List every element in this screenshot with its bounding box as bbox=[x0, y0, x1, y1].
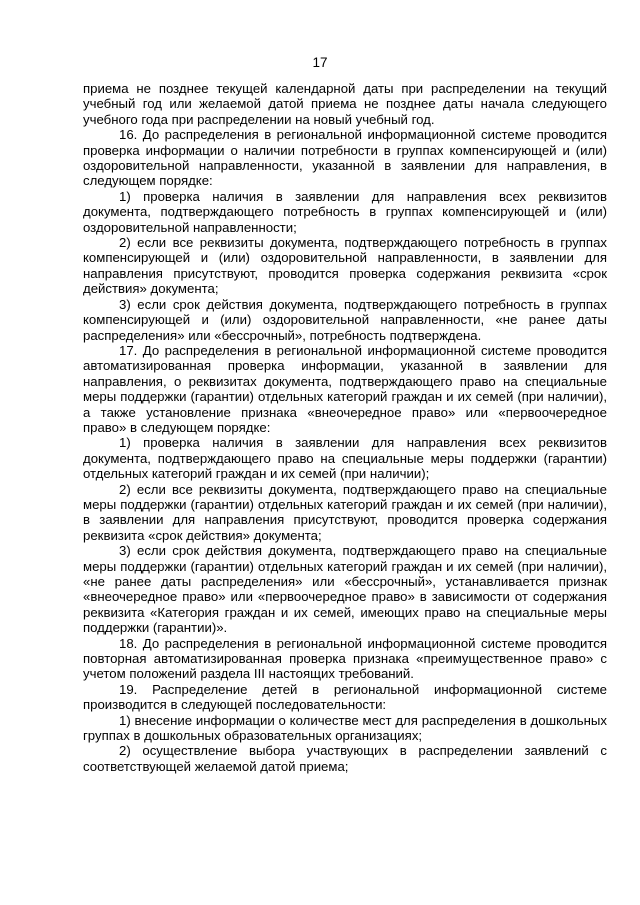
page-number: 17 bbox=[312, 55, 328, 70]
paragraph-16-item-3: 3) если срок действия документа, подтверждающего потребность в группах компенсирующей и (или) оздоровительной направленности, «не ранее даты распределения» или «бессрочный», потребность подтверждена. bbox=[83, 296, 607, 343]
paragraph-16: 16. До распределения в региональной информационной системе проводится проверка информации о наличии потребности в группах компенсирующей и (или) оздоровительной направленности, указанной в заявлении для направления, в следующем порядке: bbox=[83, 127, 607, 189]
paragraph-16-item-1: 1) проверка наличия в заявлении для направления всех реквизитов документа, подтверждающего потребность в группах компенсирующей и (или) оздоровительной направленности; bbox=[83, 188, 607, 235]
paragraph-17-item-3: 3) если срок действия документа, подтверждающего право на специальные меры поддержки (гарантии) отдельных категорий граждан и их семей (при наличии), «не ранее даты распределения» или «бессрочный», устанавливается признак «внеочередное право» или «первоочередное право» в зависимости от содержания реквизита «Категория граждан и их семей, имеющих право на специальные меры поддержки (гарантии)». bbox=[83, 543, 607, 636]
paragraph-continuation: приема не позднее текущей календарной даты при распределении на текущий учебный год или желаемой датой приема не позднее даты начала следующего учебного года при распределении на новый учебный год. bbox=[83, 81, 607, 127]
paragraph-19: 19. Распределение детей в региональной информационной системе производится в следующей последовательности: bbox=[83, 681, 607, 713]
paragraph-19-item-1: 1) внесение информации о количестве мест для распределения в дошкольных группах в дошкольных образовательных организациях; bbox=[83, 712, 607, 744]
paragraph-16-item-2: 2) если все реквизиты документа, подтверждающего потребность в группах компенсирующей и (или) оздоровительной направленности, в заявлении для направления присутствуют, проводится проверка содержания реквизита «срок действия» документа; bbox=[83, 235, 607, 297]
paragraph-18: 18. До распределения в региональной информационной системе проводится повторная автоматизированная проверка признака «преимущественное право» с учетом положений раздела III настоящих требований. bbox=[83, 635, 607, 682]
paragraph-17-item-2: 2) если все реквизиты документа, подтверждающего право на специальные меры поддержки (гарантии) отдельных категорий граждан и их семей (при наличии), в заявлении для направления присутствуют, проводится проверка содержания реквизита «срок действия» документа; bbox=[83, 481, 607, 543]
paragraph-17-item-1: 1) проверка наличия в заявлении для направления всех реквизитов документа, подтверждающего право на специальные меры поддержки (гарантии) отдельных категорий граждан и их семей (при наличии); bbox=[83, 435, 607, 482]
paragraph-17: 17. До распределения в региональной информационной системе проводится автоматизированная проверка информации, указанной в заявлении для направления, о реквизитах документа, подтверждающего право на специальные меры поддержки (гарантии) отдельных категорий граждан и их семей (при наличии), а также установление признака «внеочередное право» или «первоочередное право» в следующем порядке: bbox=[83, 342, 607, 435]
document-body bbox=[83, 81, 607, 774]
paragraph-19-item-2: 2) осуществление выбора участвующих в распределении заявлений с соответствующей желаемой датой приема; bbox=[83, 743, 607, 774]
